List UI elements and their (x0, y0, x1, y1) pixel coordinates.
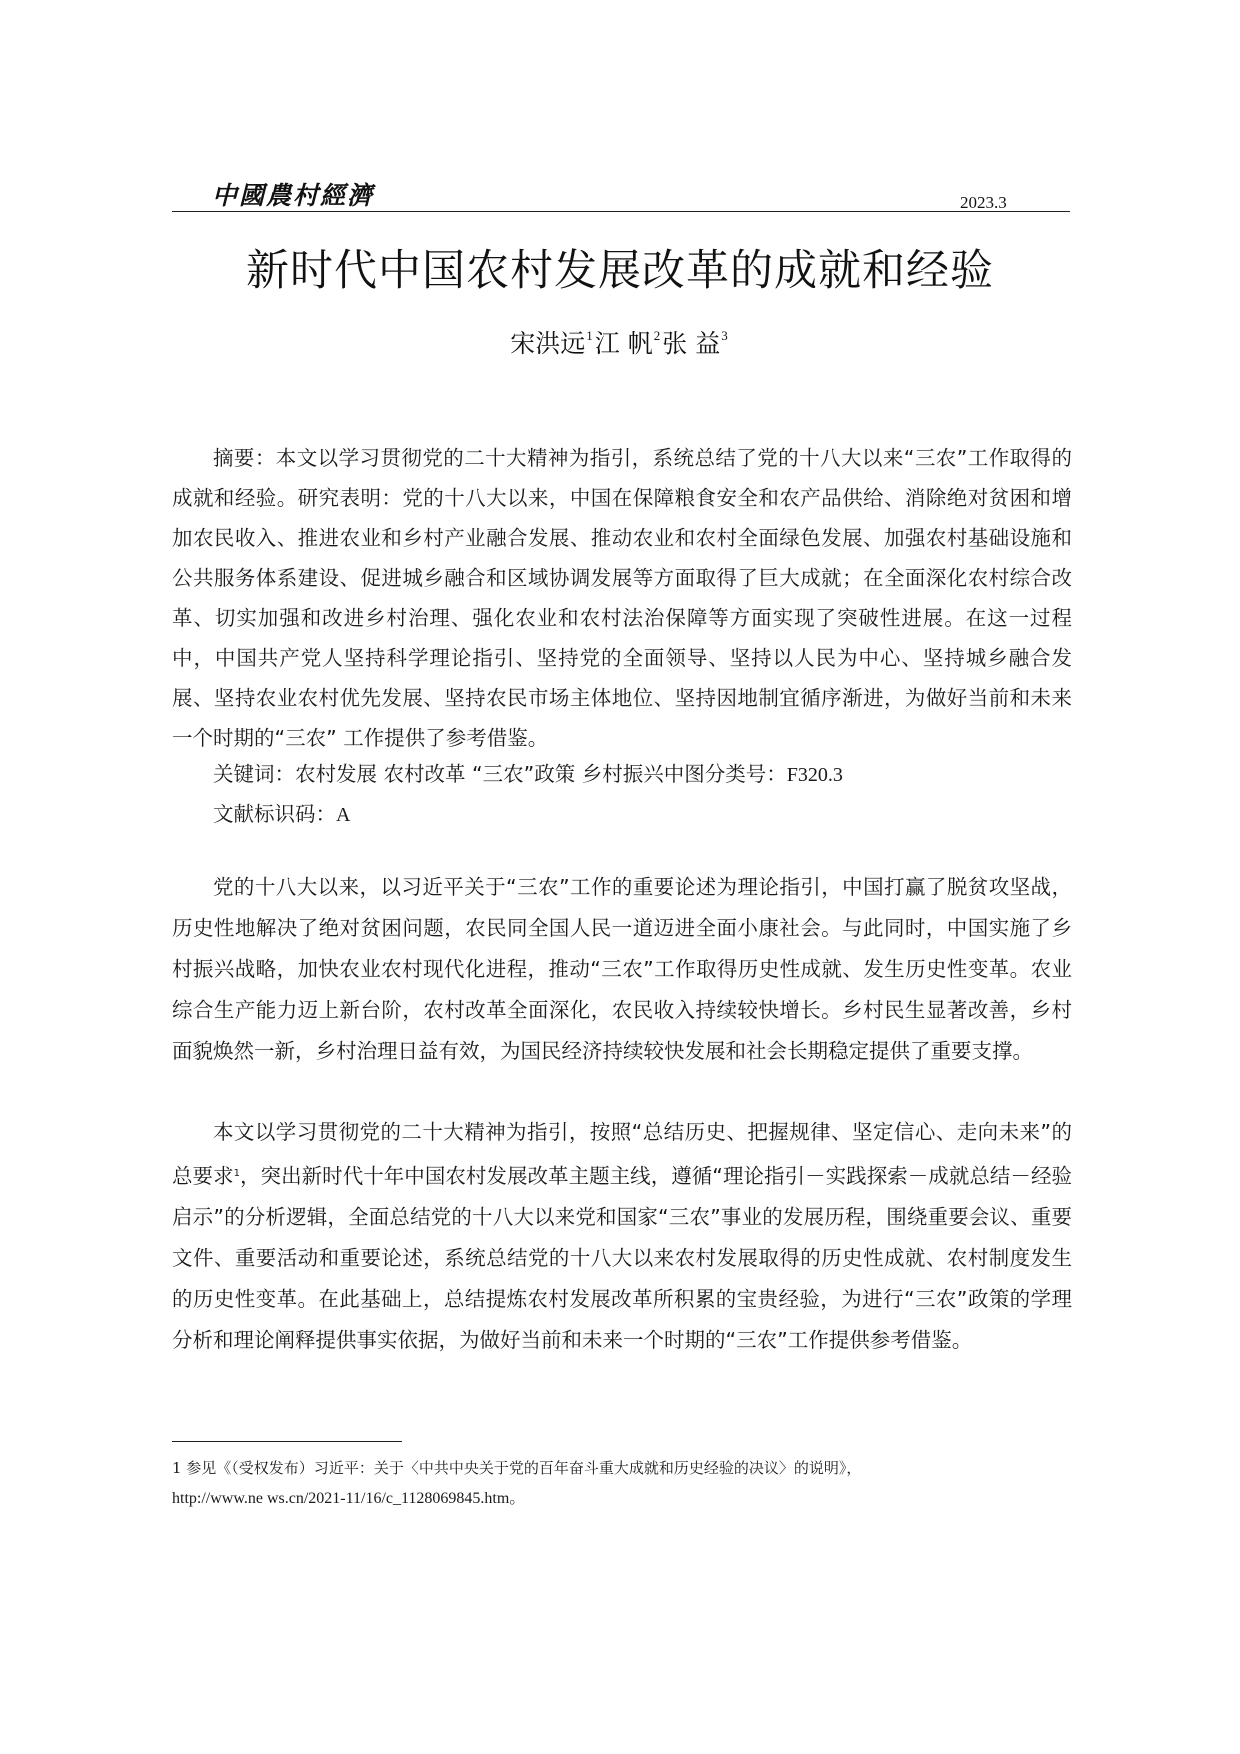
paragraph-text: ，突出新时代十年中国农村发展改革主题主线，遵循“理论指引－实践探索－成就总结－经验启示”的分析逻辑，全面总结党的十八大以来党和国家“三农”事业的发展历程，围绕重要会议、重要文件、重要活动和重要论述，系统总结党的十八大以来农村发展取得的历史性成就、农村制度发生的历史性变革。在此基础上，总结提炼农村发展改革所积累的宝贵经验，为进行“三农”政策的学理分析和理论阐释提供事实依据，为做好当前和未来一个时期的“三农”工作提供参考借鉴。 (172, 1164, 1072, 1352)
affiliation-marker: 2 (653, 328, 661, 343)
document-code-value: A (336, 804, 351, 826)
article-title: 新时代中国农村发展改革的成就和经验 (246, 246, 994, 296)
footnote-text: 1 参见《（受权发布）习近平：关于〈中共中央关于党的百年奋斗重大成就和历史经验的决议〉的说明》， (172, 1459, 862, 1477)
issue-number: 2023.3 (960, 193, 1007, 212)
document-code-line (213, 794, 350, 835)
footnote (172, 1453, 1072, 1514)
body-paragraph: 党的十八大以来，以习近平关于“三农”工作的重要论述为理论指引，中国打赢了脱贫攻坚战，历史性地解决了绝对贫困问题，农民同全国人民一道迈进全面小康社会。与此同时，中国实施了乡村振兴战略，加快农业农村现代化进程，推动“三农”工作取得历史性成就、发生历史性变革。农业综合生产能力迈上新台阶，农村改革全面深化，农民收入持续较快增长。乡村民生显著改善，乡村面貌焕然一新，乡村治理日益有效，为国民经济持续较快发展和社会长期稳定提供了重要支撑。 (172, 875, 1072, 1063)
footnote-reference[interactable]: 1 (233, 1168, 240, 1179)
header-rule (172, 211, 1070, 212)
footnote-url[interactable]: http://www.ne ws.cn/2021-11/16/c_1128069845.htm。 (172, 1490, 526, 1507)
affiliation-marker: 1 (586, 328, 593, 343)
document-code-label: 文献标识码： (213, 802, 336, 826)
author-list (0, 324, 1240, 360)
author-name: 宋洪远 (510, 329, 586, 358)
footnote-rule (172, 1441, 402, 1442)
keywords-text: 关键词：农村发展 农村改革 “三农”政策 乡村振兴中图分类号： (213, 762, 787, 786)
author-name: 张 益 (662, 329, 721, 358)
classification-code: F320.3 (786, 764, 843, 786)
body-paragraph (172, 1112, 1072, 1361)
keywords-line (213, 754, 843, 795)
author-name: 江 帆 (594, 329, 653, 358)
abstract: 摘要：本文以学习贯彻党的二十大精神为指引，系统总结了党的十八大以来“三农”工作取得的成就和经验。研究表明：党的十八大以来，中国在保障粮食安全和农产品供给、消除绝对贫困和增加农民收入、推进农业和乡村产业融合发展、推动农业和农村全面绿色发展、加强农村基础设施和公共服务体系建设、促进城乡融合和区域协调发展等方面取得了巨大成就；在全面深化农村综合改革、切实加强和改进乡村治理、强化农业和农村法治保障等方面实现了突破性进展。在这一过程中，中国共产党人坚持科学理论指引、坚持党的全面领导、坚持以人民为中心、坚持城乡融合发展、坚持农业农村优先发展、坚持农民市场主体地位、坚持因地制宜循序渐进，为做好当前和未来一个时期的“三农” 工作提供了参考借鉴。 (172, 446, 1072, 750)
affiliation-marker: 3 (721, 328, 728, 343)
paragraph-text: 本文以学习贯彻党的二十大精神为指引，按照“总结历史、把握规律、坚定信心、走向未来”的总要求 (172, 1120, 1072, 1188)
journal-logo: 中國農村經濟 (212, 181, 375, 210)
